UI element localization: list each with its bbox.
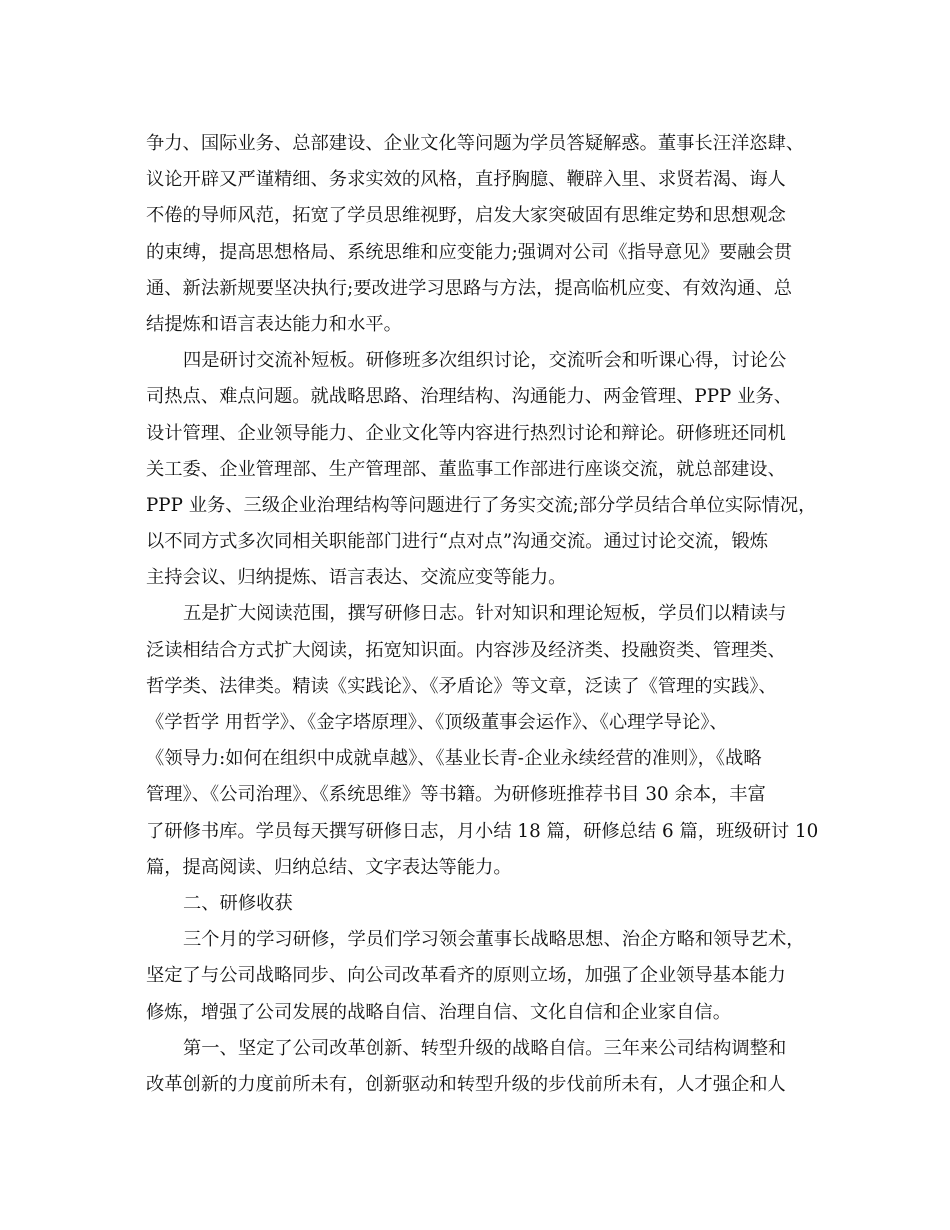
document-body bbox=[146, 126, 819, 1103]
text-line: 坚定了与公司战略同步、向公司改革看齐的原则立场，加强了企业领导基本能力 bbox=[146, 965, 786, 987]
text-line: 修炼，增强了公司发展的战略自信、治理自信、文化自信和企业家自信。 bbox=[146, 1001, 731, 1023]
text-line: 设计管理、企业领导能力、企业文化等内容进行热烈讨论和辩论。研修班还同机 bbox=[146, 422, 786, 444]
text-line: 通、新法新规要坚决执行;要改进学习思路与方法，提高临机应变、有效沟通、总 bbox=[146, 277, 793, 299]
text-line: 主持会议、归纳提炼、语言表达、交流应变等能力。 bbox=[146, 567, 567, 589]
text-line: 二、研修收获 bbox=[183, 892, 293, 914]
text-line: 结提炼和语言表达能力和水平。 bbox=[146, 313, 402, 335]
text-line: 争力、国际业务、总部建设、企业文化等问题为学员答疑解惑。董事长汪洋恣肆、 bbox=[146, 133, 805, 154]
text-line: 篇，提高阅读、归纳总结、文字表达等能力。 bbox=[146, 856, 512, 878]
text-line: PPP 业务、三级企业治理结构等问题进行了务实交流;部分学员结合单位实际情况， bbox=[146, 494, 817, 516]
text-line: 三个月的学习研修，学员们学习领会董事长战略思想、治企方略和领导艺术， bbox=[183, 929, 805, 951]
text-line: 的束缚，提高思想格局、系统思维和应变能力;强调对公司《指导意见》要融会贯 bbox=[146, 241, 793, 263]
text-line: 议论开辟又严谨精细、务求实效的风格，直抒胸臆、鞭辟入里、求贤若渴、诲人 bbox=[146, 169, 786, 191]
text-line: 第一、坚定了公司改革创新、转型升级的战略自信。三年来公司结构调整和 bbox=[183, 1037, 787, 1059]
text-line: 司热点、难点问题。就战略思路、治理结构、沟通能力、两金管理、PPP 业务、 bbox=[146, 386, 792, 408]
text-line: 哲学类、法律类。精读《实践论》、《矛盾论》等文章，泛读了《管理的实践》、 bbox=[146, 675, 777, 697]
text-line: 《学哲学 用哲学》、《金字塔原理》、《顶级董事会运作》、《心理学导论》、 bbox=[146, 712, 728, 733]
text-line: 泛读相结合方式扩大阅读，拓宽知识面。内容涉及经济类、投融资类、管理类、 bbox=[146, 639, 786, 661]
text-line: 以不同方式多次同相关职能部门进行“点对点”沟通交流。通过讨论交流，锻炼 bbox=[146, 531, 768, 553]
text-line: 五是扩大阅读范围，撰写研修日志。针对知识和理论短板，学员们以精读与 bbox=[183, 603, 787, 625]
text-line: 《领导力:如何在组织中成就卓越》、《基业长青-企业永续经营的准则》，《战略 bbox=[146, 748, 762, 770]
text-line: 四是研讨交流补短板。研修班多次组织讨论，交流听会和听课心得，讨论公 bbox=[183, 350, 787, 372]
text-line: 不倦的导师风范，拓宽了学员思维视野，启发大家突破固有思维定势和思想观念 bbox=[146, 205, 786, 227]
text-line: 改革创新的力度前所未有，创新驱动和转型升级的步伐前所未有，人才强企和人 bbox=[146, 1073, 786, 1095]
text-line: 管理》、《公司治理》、《系统思维》等书籍。为研修班推荐书目 30 余本，丰富 bbox=[146, 784, 766, 806]
text-line: 关工委、企业管理部、生产管理部、董监事工作部进行座谈交流，就总部建设、 bbox=[146, 458, 786, 480]
text-line: 了研修书库。学员每天撰写研修日志，月小结 18 篇，研修总结 6 篇，班级研讨 10 bbox=[146, 820, 819, 842]
